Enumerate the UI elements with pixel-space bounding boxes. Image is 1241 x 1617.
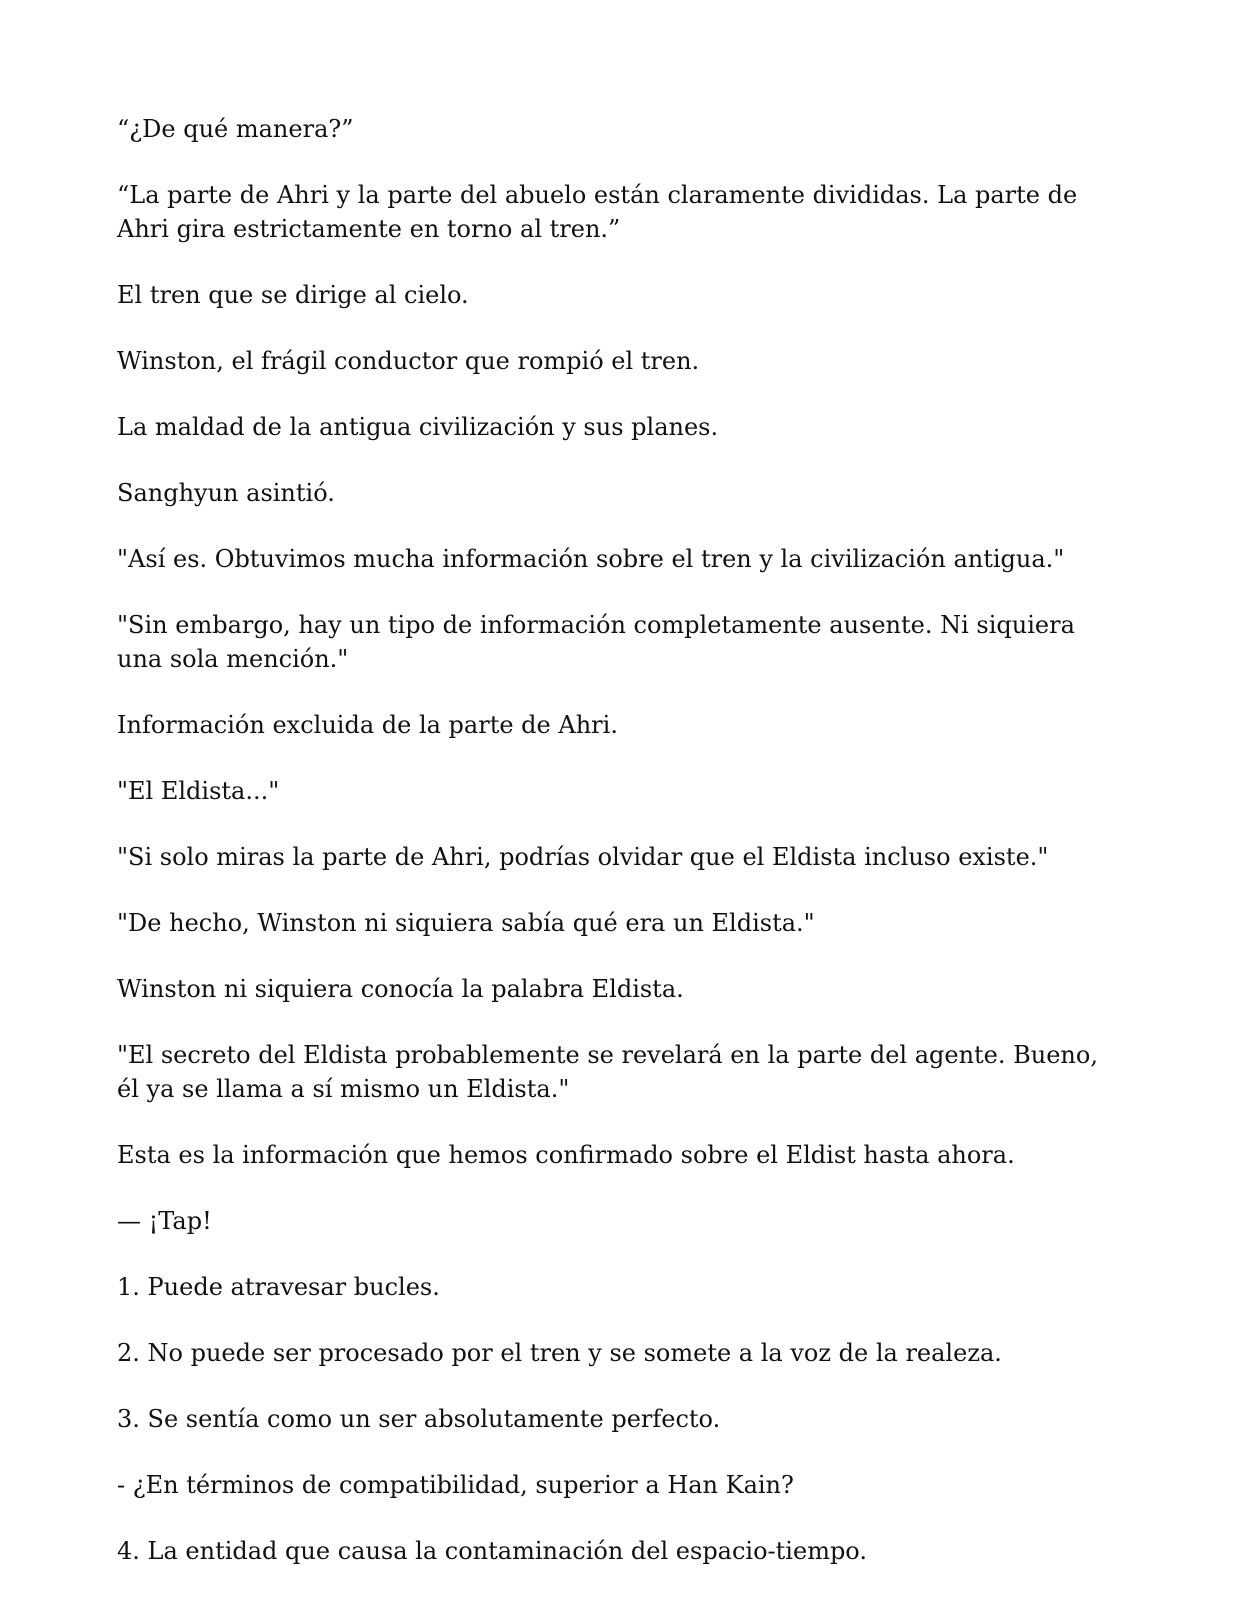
- paragraph: "Sin embargo, hay un tipo de información completamente ausente. Ni siquiera una sola mención.": [117, 611, 1075, 673]
- paragraph: — ¡Tap!: [117, 1207, 212, 1235]
- paragraph: "Así es. Obtuvimos mucha información sobre el tren y la civilización antigua.": [117, 545, 1065, 573]
- paragraph: “¿De qué manera?”: [117, 115, 354, 143]
- paragraph: “La parte de Ahri y la parte del abuelo están claramente divididas. La parte de Ahri gira estrictamente en torno al tren.”: [117, 181, 1078, 243]
- paragraph: 2. No puede ser procesado por el tren y se somete a la voz de la realeza.: [117, 1339, 1002, 1367]
- paragraph: "De hecho, Winston ni siquiera sabía qué era un Eldista.": [117, 909, 815, 937]
- paragraph: "Si solo miras la parte de Ahri, podrías olvidar que el Eldista incluso existe.": [117, 843, 1049, 871]
- paragraph: "El Eldista...": [117, 777, 280, 805]
- paragraph: Winston, el frágil conductor que rompió el tren.: [117, 347, 700, 375]
- paragraph: Winston ni siquiera conocía la palabra Eldista.: [117, 975, 684, 1003]
- paragraph: 4. La entidad que causa la contaminación del espacio-tiempo.: [117, 1537, 867, 1565]
- paragraph: - ¿En términos de compatibilidad, superior a Han Kain?: [117, 1471, 794, 1499]
- paragraph: La maldad de la antigua civilización y sus planes.: [117, 413, 719, 441]
- paragraph: Esta es la información que hemos confirmado sobre el Eldist hasta ahora.: [117, 1141, 1015, 1169]
- paragraph: 1. Puede atravesar bucles.: [117, 1273, 440, 1301]
- text-column: [117, 112, 1127, 1600]
- paragraph: "El secreto del Eldista probablemente se revelará en la parte del agente. Bueno, él ya se llama a sí mismo un Eldista.": [117, 1041, 1098, 1103]
- paragraph: Sanghyun asintió.: [117, 479, 335, 507]
- paragraph: El tren que se dirige al cielo.: [117, 281, 469, 309]
- paragraph: 3. Se sentía como un ser absolutamente perfecto.: [117, 1405, 721, 1433]
- paragraph: Información excluida de la parte de Ahri.: [117, 711, 618, 739]
